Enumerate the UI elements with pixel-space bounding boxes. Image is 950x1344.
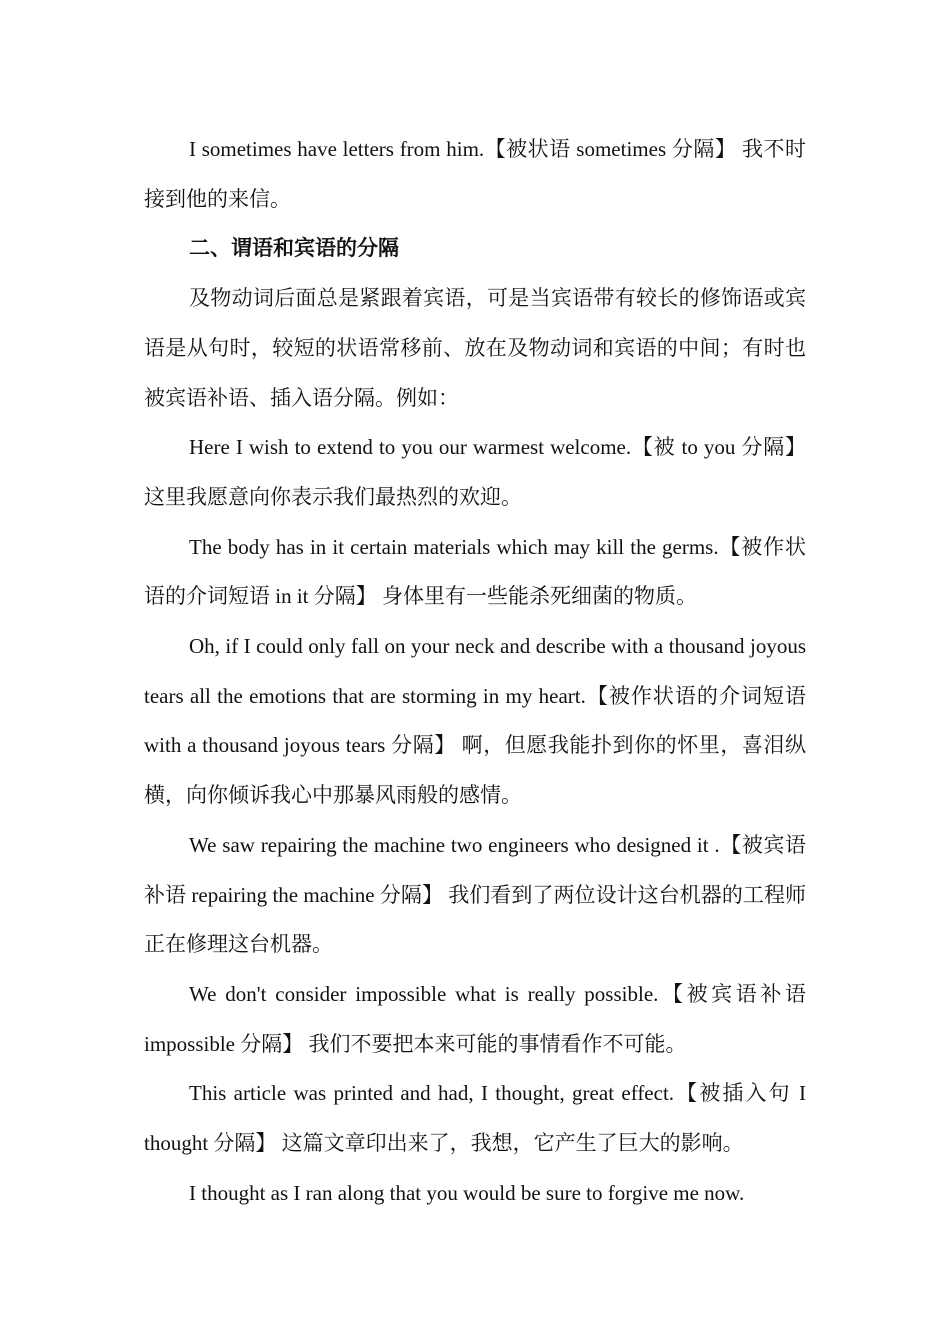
body-paragraph: 及物动词后面总是紧跟着宾语，可是当宾语带有较长的修饰语或宾语是从句时，较短的状语常移前、放在及物动词和宾语的中间；有时也被宾语补语、插入语分隔。例如： — [144, 286, 806, 410]
example-paragraph: Oh, if I could only fall on your neck and describe with a thousand joyous tears all the emotions that are storming in my heart.【被作状语的介词短语 with a thousand joyous tears 分隔】 啊，但愿我能扑到你的怀里，喜泪纵横，向你倾诉我心中那暴风雨般的感情。 — [144, 634, 806, 808]
example-paragraph: We saw repairing the machine two engineers who designed it .【被宾语补语 repairing the machine 分隔】 我们看到了两位设计这台机器的工程师正在修理这台机器。 — [144, 832, 806, 957]
section-heading: 二、谓语和宾语的分隔 — [189, 236, 399, 261]
example-paragraph: I thought as I ran along that you would be sure to forgive me now. — [189, 1180, 745, 1205]
example-paragraph: We don't consider impossible what is really possible.【被宾语补语 impossible 分隔】 我们不要把本来可能的事情看作不可能。 — [144, 981, 806, 1056]
document-body — [144, 125, 806, 1218]
example-paragraph: The body has in it certain materials which may kill the germs.【被作状语的介词短语 in it 分隔】 身体里有一些能杀死细菌的物质。 — [144, 534, 806, 609]
example-paragraph: Here I wish to extend to you our warmest welcome.【被 to you 分隔】 这里我愿意向你表示我们最热烈的欢迎。 — [144, 435, 806, 509]
example-paragraph: I sometimes have letters from him.【被状语 sometimes 分隔】 我不时接到他的来信。 — [144, 137, 806, 211]
example-paragraph: This article was printed and had, I thought, great effect.【被插入句 I thought 分隔】 这篇文章印出来了，我想，它产生了巨大的影响。 — [144, 1081, 806, 1156]
